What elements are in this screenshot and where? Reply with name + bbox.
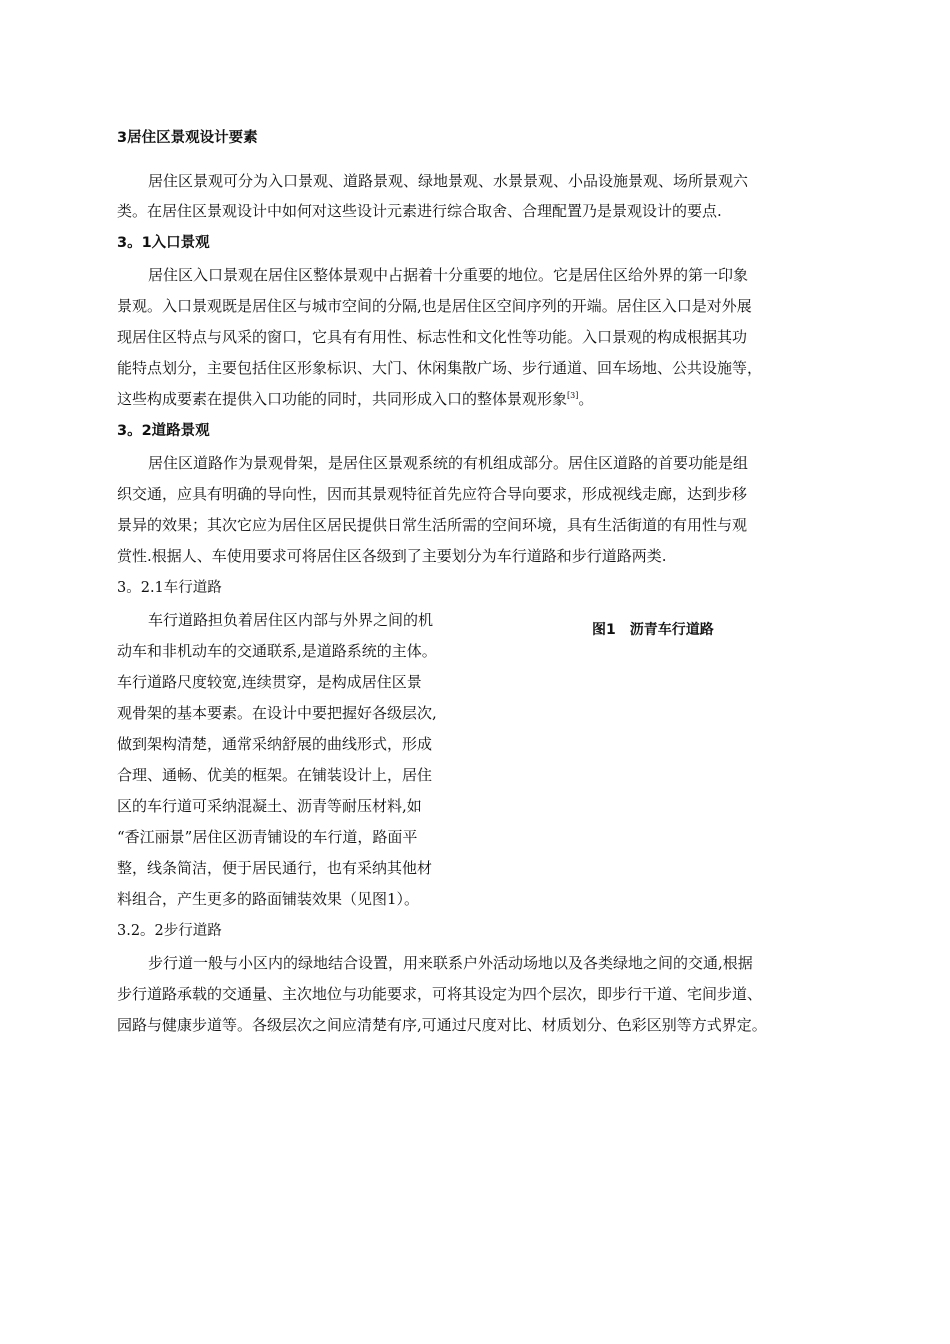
paragraph-line: 料组合，产生更多的路面铺装效果（见图1）。 (117, 890, 420, 908)
paragraph-line: 居住区入口景观在居住区整体景观中占据着十分重要的地位。它是居住区给外界的第一印象 (148, 266, 749, 284)
paragraph-text: 这些构成要素在提供入口功能的同时，共同形成入口的整体景观形象 (117, 390, 568, 408)
paragraph-text: 。 (578, 390, 594, 408)
paragraph-line: 居住区道路作为景观骨架，是居住区景观系统的有机组成部分。居住区道路的首要功能是组 (148, 454, 749, 472)
paragraph-line: 观骨架的基本要素。在设计中要把握好各级层次, (117, 704, 437, 722)
paragraph-line: 合理、通畅、优美的框架。在铺装设计上，居住 (117, 766, 433, 784)
paragraph-line: 动车和非机动车的交通联系,是道路系统的主体。 (117, 642, 437, 660)
subsection-heading: 3。2道路景观 (117, 423, 210, 439)
subsection-heading: 3。1入口景观 (117, 235, 210, 251)
paragraph-line: 景观。入口景观既是居住区与城市空间的分隔,也是居住区空间序列的开端。居住区入口是对外展 (117, 297, 752, 315)
paragraph-line: 做到架构清楚，通常采纳舒展的曲线形式，形成 (117, 735, 433, 753)
paragraph-line: 园路与健康步道等。各级层次之间应清楚有序,可通过尺度对比、材质划分、色彩区别等方式界定。 (117, 1016, 767, 1034)
paragraph-line: 能特点划分，主要包括住区形象标识、大门、休闲集散广场、步行通道、回车场地、公共设施等， (117, 359, 763, 377)
paragraph-line: 步行道路承载的交通量、主次地位与功能要求，可将其设定为四个层次，即步行干道、宅间步道、 (117, 985, 763, 1003)
paragraph-line: 景异的效果；其次它应为居住区居民提供日常生活所需的空间环境，具有生活街道的有用性与观 (117, 516, 748, 534)
paragraph-line: 现居住区特点与风采的窗口，它具有有用性、标志性和文化性等功能。入口景观的构成根据其功 (117, 328, 748, 346)
paragraph-line: 类。在居住区景观设计中如何对这些设计元素进行综合取舍、合理配置乃是景观设计的要点. (117, 202, 722, 220)
paragraph-line (117, 388, 593, 410)
paragraph-line: 区的车行道可采纳混凝土、沥青等耐压材料,如 (117, 797, 422, 815)
paragraph-line: 织交通，应具有明确的导向性，因而其景观特征首先应符合导向要求，形成视线走廊，达到步移 (117, 485, 748, 503)
citation: [3] (567, 391, 579, 400)
paragraph-line: 居住区景观可分为入口景观、道路景观、绿地景观、水景景观、小品设施景观、场所景观六 (148, 172, 749, 190)
paragraph-line: “香江丽景”居住区沥青铺设的车行道，路面平 (117, 828, 418, 846)
subsubsection-heading: 3。2.1车行道路 (117, 580, 222, 596)
paragraph-line: 车行道路担负着居住区内部与外界之间的机 (148, 611, 434, 629)
paragraph-line: 整，线条简洁，便于居民通行，也有采纳其他材 (117, 859, 433, 877)
paragraph-line: 赏性.根据人、车使用要求可将居住区各级到了主要划分为车行道路和步行道路两类. (117, 547, 667, 565)
paragraph-line: 步行道一般与小区内的绿地结合设置，用来联系户外活动场地以及各类绿地之间的交通,根据 (148, 954, 753, 972)
paragraph-line: 车行道路尺度较宽,连续贯穿，是构成居住区景 (117, 673, 422, 691)
subsubsection-heading: 3.2。2步行道路 (117, 923, 222, 939)
figure-caption: 图1 沥青车行道路 (592, 622, 714, 638)
section-heading: 3居住区景观设计要素 (117, 130, 258, 146)
